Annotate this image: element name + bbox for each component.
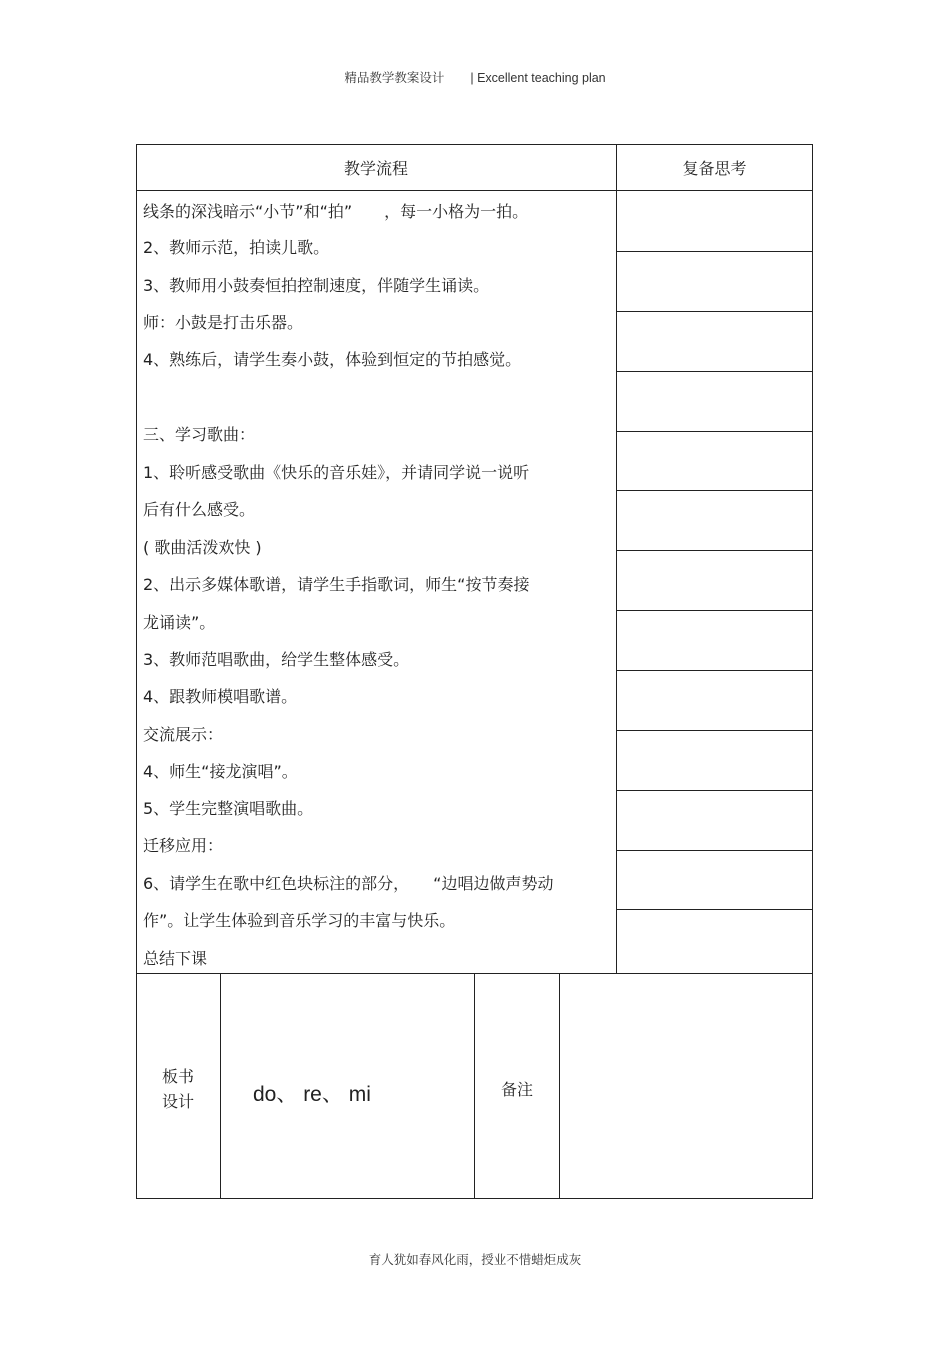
process-line: 线条的深浅暗示“小节”和“拍” ，每一小格为一拍。: [143, 202, 529, 221]
reflection-row-divider: [616, 790, 813, 791]
process-line: 3、教师范唱歌曲，给学生整体感受。: [143, 650, 410, 669]
page-footer: 育人犹如春风化雨，授业不惜蜡炬成灰: [368, 1252, 582, 1267]
process-line: 4、师生“接龙演唱”。: [143, 762, 298, 781]
reflection-row-divider: [616, 490, 813, 491]
process-line: 4、跟教师模唱歌谱。: [143, 687, 298, 706]
process-line: 龙诵读”。: [143, 613, 216, 632]
reflection-row-divider: [616, 311, 813, 312]
bottom-column-divider: [559, 973, 560, 1199]
process-line: 2、出示多媒体歌谱，请学生手指歌词，师生“按节奏接: [143, 575, 530, 594]
reflection-row-divider: [616, 610, 813, 611]
reflection-row-divider: [616, 371, 813, 372]
board-design-content: do、 re、 mi: [253, 1083, 371, 1106]
header-subtitle: | Excellent teaching plan: [470, 71, 606, 85]
reflection-row-divider: [616, 431, 813, 432]
process-line: 作”。让学生体验到音乐学习的丰富与快乐。: [143, 911, 456, 930]
process-line: 2、教师示范，拍读儿歌。: [143, 238, 330, 257]
process-line: ( 歌曲活泼欢快 ): [143, 538, 262, 557]
reflection-row-divider: [616, 550, 813, 551]
reflection-column-header: 复备思考: [682, 159, 747, 178]
reflection-row-divider: [616, 251, 813, 252]
reflection-row-divider: [616, 850, 813, 851]
reflection-row-divider: [616, 670, 813, 671]
page-header: [0, 68, 950, 86]
process-line: 后有什么感受。: [143, 500, 256, 519]
process-line: 6、请学生在歌中红色块标注的部分， “边唱边做声势动: [143, 874, 554, 893]
reflection-row-divider: [616, 730, 813, 731]
process-line: 总结下课: [143, 949, 208, 968]
process-line: 师：小鼓是打击乐器。: [143, 313, 304, 332]
header-title: 精品教学教案设计: [344, 70, 445, 85]
section-heading: 三、学习歌曲：: [143, 425, 256, 444]
process-line: 3、教师用小鼓奏恒拍控制速度，伴随学生诵读。: [143, 276, 490, 295]
section-heading: 迁移应用：: [143, 836, 224, 855]
header-row-divider: [136, 190, 813, 191]
board-design-label: [136, 1064, 220, 1114]
board-design-label-line: 设计: [161, 1092, 194, 1111]
process-line: 5、学生完整演唱歌曲。: [143, 799, 314, 818]
process-line: 4、熟练后，请学生奏小鼓，体验到恒定的节拍感觉。: [143, 350, 522, 369]
notes-label: 备注: [500, 1080, 533, 1099]
section-heading: 交流展示：: [143, 725, 224, 744]
bottom-column-divider: [220, 973, 221, 1199]
column-divider: [616, 144, 617, 973]
process-line: 1、聆听感受歌曲《快乐的音乐娃》，并请同学说一说听: [143, 463, 530, 482]
board-design-label-line: 板书: [161, 1067, 194, 1086]
reflection-row-divider: [616, 909, 813, 910]
process-column-header: 教学流程: [343, 159, 408, 178]
